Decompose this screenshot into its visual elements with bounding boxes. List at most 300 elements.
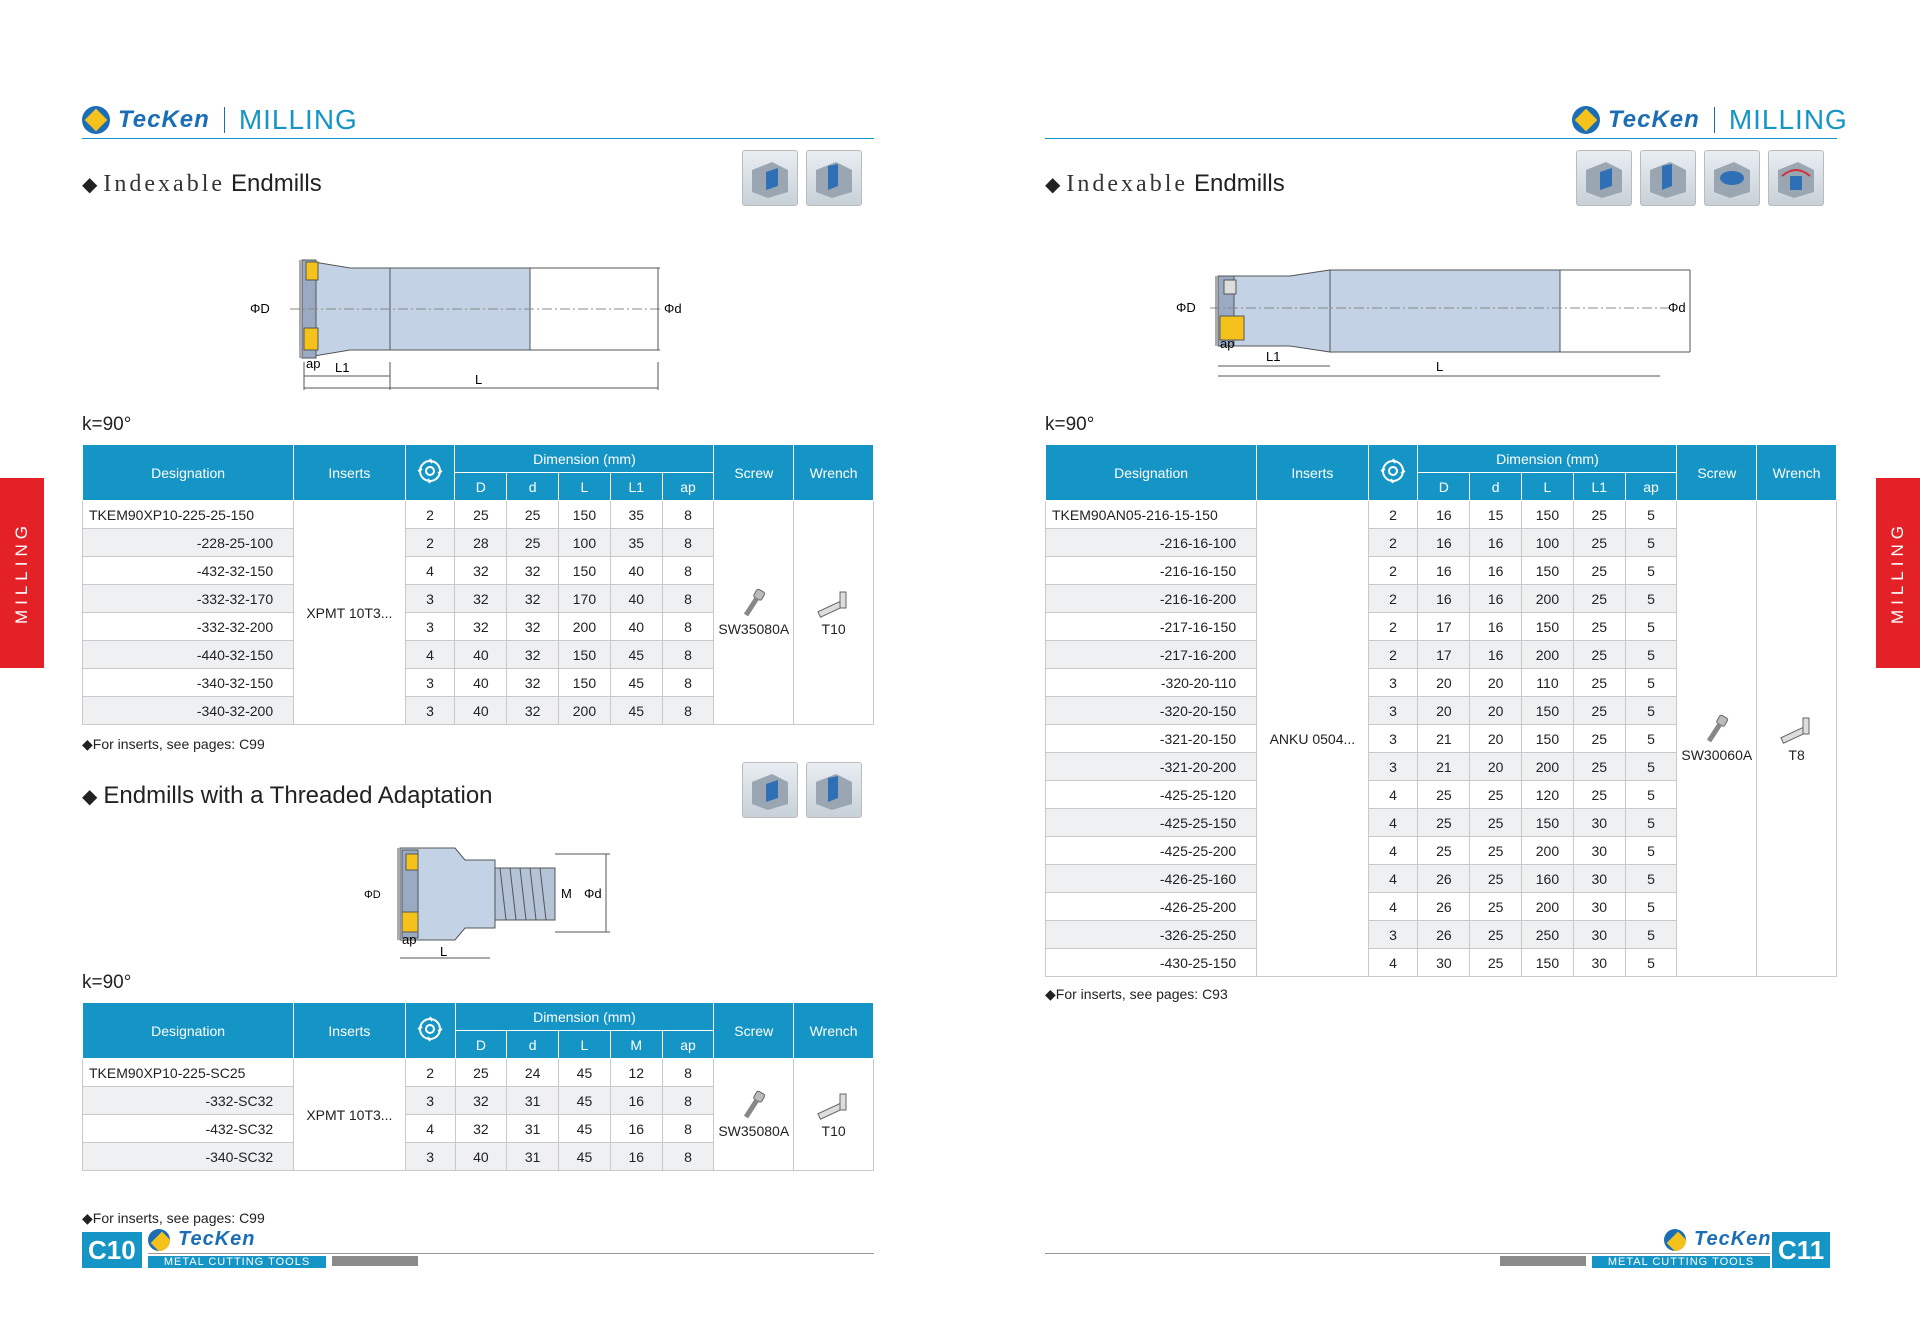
dimension-cell: 170 <box>559 585 611 613</box>
dimension-cell: 25 <box>1573 613 1625 641</box>
dimension-cell: 30 <box>1573 865 1625 893</box>
dimension-cell: 5 <box>1625 529 1677 557</box>
wrench-cell: T10 <box>794 501 874 725</box>
dimension-cell: 5 <box>1625 585 1677 613</box>
dimension-cell: 40 <box>455 1143 507 1171</box>
section-heading-threaded-endmills: ◆ Endmills with a Threaded Adaptation <box>82 782 493 809</box>
designation-cell: -228-25-100 <box>83 529 294 557</box>
dimension-cell: 200 <box>1522 585 1574 613</box>
dimension-cell: 45 <box>559 1059 611 1087</box>
teeth-cell: 3 <box>1368 725 1418 753</box>
insert-cell: XPMT 10T3... <box>294 1059 406 1171</box>
dimension-cell: 200 <box>559 697 611 725</box>
col-inserts: Inserts <box>1257 445 1369 501</box>
designation-cell: TKEM90XP10-225-25-150 <box>83 501 294 529</box>
screw-cell: SW35080A <box>714 501 794 725</box>
teeth-icon <box>405 1003 455 1059</box>
dimension-cell: 30 <box>1573 949 1625 977</box>
dim-M-label: M <box>561 886 572 901</box>
dimension-cell: 30 <box>1573 837 1625 865</box>
designation-cell: -321-20-200 <box>1046 753 1257 781</box>
designation-cell: -440-32-150 <box>83 641 294 669</box>
dimension-cell: 20 <box>1470 753 1522 781</box>
dimension-cell: 35 <box>610 529 662 557</box>
screw-cell: SW30060A <box>1677 501 1757 977</box>
dimension-cell: 16 <box>1418 529 1470 557</box>
dimension-cell: 30 <box>1573 809 1625 837</box>
dimension-cell: 5 <box>1625 641 1677 669</box>
dimension-cell: 25 <box>1573 697 1625 725</box>
dimension-cell: 30 <box>1418 949 1470 977</box>
teeth-cell: 4 <box>1368 781 1418 809</box>
dimension-cell: 150 <box>1522 501 1574 529</box>
dimension-cell: 16 <box>1418 557 1470 585</box>
dimension-cell: 32 <box>455 585 507 613</box>
dimension-cell: 160 <box>1522 865 1574 893</box>
dimension-cell: 45 <box>610 669 662 697</box>
dimension-cell: 26 <box>1418 893 1470 921</box>
designation-cell: -425-25-120 <box>1046 781 1257 809</box>
col-dimension: Dimension (mm) <box>1418 445 1677 473</box>
dimension-cell: 25 <box>1573 725 1625 753</box>
dimension-cell: 16 <box>610 1115 662 1143</box>
dimension-cell: 25 <box>1470 921 1522 949</box>
dim-phid-label: Φd <box>1668 300 1686 315</box>
col-dim: L <box>559 473 611 501</box>
logo-icon <box>1664 1229 1686 1251</box>
operation-icons-right <box>1576 150 1824 206</box>
designation-cell: -432-32-150 <box>83 557 294 585</box>
spec-table-indexable-endmills <box>82 444 874 725</box>
dimension-cell: 5 <box>1625 613 1677 641</box>
dimension-cell: 200 <box>1522 753 1574 781</box>
teeth-cell: 3 <box>1368 921 1418 949</box>
dimension-cell: 32 <box>455 1115 507 1143</box>
wrench-cell: T10 <box>794 1059 874 1171</box>
designation-cell: TKEM90AN05-216-15-150 <box>1046 501 1257 529</box>
dimension-cell: 40 <box>610 585 662 613</box>
col-screw: Screw <box>1677 445 1757 501</box>
designation-cell: -332-32-200 <box>83 613 294 641</box>
dimension-cell: 8 <box>662 557 714 585</box>
teeth-cell: 3 <box>1368 753 1418 781</box>
brand-header-right: TecKen MILLING <box>1572 104 1848 136</box>
dimension-cell: 45 <box>559 1115 611 1143</box>
designation-cell: -340-SC32 <box>83 1143 294 1171</box>
section-heading-indexable-endmills-right: ◆ Indexable Endmills <box>1045 170 1285 197</box>
designation-cell: -217-16-200 <box>1046 641 1257 669</box>
dimension-cell: 17 <box>1418 613 1470 641</box>
teeth-cell: 4 <box>1368 809 1418 837</box>
dimension-cell: 150 <box>559 501 611 529</box>
col-dim: L1 <box>610 473 662 501</box>
designation-cell: -426-25-200 <box>1046 893 1257 921</box>
shoulder-milling-icon <box>742 762 798 818</box>
designation-cell: -426-25-160 <box>1046 865 1257 893</box>
dimension-cell: 5 <box>1625 753 1677 781</box>
col-screw: Screw <box>714 445 794 501</box>
teeth-cell: 2 <box>1368 641 1418 669</box>
dimension-cell: 150 <box>1522 949 1574 977</box>
col-dim: L <box>1522 473 1574 501</box>
col-dimension: Dimension (mm) <box>455 445 714 473</box>
teeth-icon <box>405 445 455 501</box>
teeth-cell: 3 <box>1368 669 1418 697</box>
dimension-cell: 21 <box>1418 725 1470 753</box>
designation-cell: -332-SC32 <box>83 1087 294 1115</box>
page-number-right: C11 <box>1772 1232 1830 1268</box>
dimension-cell: 5 <box>1625 949 1677 977</box>
dimension-cell: 150 <box>1522 809 1574 837</box>
dimension-cell: 25 <box>1418 809 1470 837</box>
spec-table-indexable-endmills-right <box>1045 444 1837 977</box>
dimension-cell: 8 <box>662 641 714 669</box>
dimension-cell: 8 <box>662 669 714 697</box>
dim-phiD-label: ΦD <box>1176 300 1196 315</box>
teeth-cell: 4 <box>1368 949 1418 977</box>
brand-name: TecKen <box>118 106 210 133</box>
brand-header-left <box>82 104 358 136</box>
dimension-cell: 31 <box>507 1115 559 1143</box>
dimension-cell: 5 <box>1625 893 1677 921</box>
dimension-cell: 12 <box>610 1059 662 1087</box>
slot-milling-icon <box>806 762 862 818</box>
dim-L1-label: L1 <box>335 360 350 375</box>
col-wrench: Wrench <box>794 1003 874 1059</box>
col-dim: ap <box>662 1031 714 1059</box>
teeth-cell: 2 <box>1368 613 1418 641</box>
dimension-cell: 20 <box>1470 669 1522 697</box>
footer-tagline: METAL CUTTING TOOLS <box>148 1256 326 1268</box>
dimension-cell: 16 <box>610 1087 662 1115</box>
insert-cell: XPMT 10T3... <box>294 501 406 725</box>
designation-cell: -432-SC32 <box>83 1115 294 1143</box>
dimension-cell: 35 <box>610 501 662 529</box>
slot-milling-icon <box>1640 150 1696 206</box>
kappa-label-right: k=90° <box>1045 414 1095 435</box>
col-dim: D <box>455 473 507 501</box>
logo-icon <box>1572 106 1600 134</box>
dimension-cell: 20 <box>1470 725 1522 753</box>
dimension-cell: 200 <box>559 613 611 641</box>
inserts-note-right: ◆For inserts, see pages: C93 <box>1045 986 1228 1002</box>
dimension-cell: 25 <box>1573 781 1625 809</box>
dim-phid-label: Φd <box>664 301 682 316</box>
teeth-cell: 4 <box>405 641 455 669</box>
designation-cell: -425-25-150 <box>1046 809 1257 837</box>
dim-L-label: L <box>475 372 483 387</box>
col-dim: d <box>507 473 559 501</box>
dimension-cell: 150 <box>559 557 611 585</box>
dimension-cell: 8 <box>662 501 714 529</box>
dimension-cell: 31 <box>507 1087 559 1115</box>
teeth-cell: 2 <box>1368 529 1418 557</box>
teeth-cell: 3 <box>1368 697 1418 725</box>
dimension-cell: 40 <box>455 697 507 725</box>
operation-icons-2 <box>742 762 862 818</box>
designation-cell: -321-20-150 <box>1046 725 1257 753</box>
logo-icon <box>148 1229 170 1251</box>
teeth-cell: 4 <box>1368 837 1418 865</box>
dimension-cell: 16 <box>1418 501 1470 529</box>
dimension-cell: 40 <box>455 641 507 669</box>
designation-cell: -216-16-200 <box>1046 585 1257 613</box>
col-inserts: Inserts <box>294 445 406 501</box>
dimension-cell: 32 <box>455 557 507 585</box>
footer-logo-right: TecKen <box>1664 1228 1772 1251</box>
wrench-icon <box>814 588 854 618</box>
dimension-cell: 25 <box>507 529 559 557</box>
dimension-cell: 25 <box>1573 669 1625 697</box>
dimension-cell: 17 <box>1418 641 1470 669</box>
side-tab-left: MILLING <box>0 478 44 668</box>
col-dim: D <box>1418 473 1470 501</box>
dimension-cell: 200 <box>1522 641 1574 669</box>
dimension-cell: 32 <box>455 613 507 641</box>
section-heading-indexable-endmills: ◆ Indexable Endmills <box>82 170 322 197</box>
dimension-cell: 5 <box>1625 809 1677 837</box>
designation-cell: -216-16-100 <box>1046 529 1257 557</box>
teeth-cell: 3 <box>405 1087 455 1115</box>
col-dim: L <box>559 1031 611 1059</box>
designation-cell: -340-32-150 <box>83 669 294 697</box>
designation-cell: -425-25-200 <box>1046 837 1257 865</box>
dimension-cell: 32 <box>507 585 559 613</box>
col-designation: Designation <box>1046 445 1257 501</box>
dimension-cell: 100 <box>559 529 611 557</box>
dimension-cell: 200 <box>1522 837 1574 865</box>
dimension-cell: 8 <box>662 1115 714 1143</box>
dimension-cell: 25 <box>1470 949 1522 977</box>
dimension-cell: 5 <box>1625 501 1677 529</box>
col-screw: Screw <box>714 1003 794 1059</box>
footer-tagline-right: METAL CUTTING TOOLS <box>1592 1256 1770 1268</box>
dimension-cell: 150 <box>1522 557 1574 585</box>
table-row <box>83 501 874 529</box>
col-dim: ap <box>662 473 714 501</box>
teeth-cell: 3 <box>405 697 455 725</box>
dimension-cell: 30 <box>1573 893 1625 921</box>
teeth-cell: 2 <box>1368 585 1418 613</box>
dim-phid-label: Φd <box>584 886 602 901</box>
dim-L-label: L <box>440 944 448 959</box>
dimension-cell: 25 <box>1470 865 1522 893</box>
inserts-note: ◆For inserts, see pages: C99 <box>82 736 265 752</box>
teeth-cell: 2 <box>405 501 455 529</box>
dimension-cell: 32 <box>507 669 559 697</box>
dimension-cell: 16 <box>1418 585 1470 613</box>
dimension-cell: 40 <box>610 613 662 641</box>
dimension-cell: 16 <box>610 1143 662 1171</box>
inserts-note-2: ◆For inserts, see pages: C99 <box>82 1210 265 1226</box>
endmill-drawing <box>240 250 700 395</box>
dim-L-label: L <box>1436 359 1444 374</box>
dimension-cell: 150 <box>1522 725 1574 753</box>
dimension-cell: 25 <box>1418 837 1470 865</box>
dimension-cell: 28 <box>455 529 507 557</box>
dim-phiD-label: ΦD <box>364 889 381 901</box>
shoulder-milling-icon <box>742 150 798 206</box>
teeth-cell: 4 <box>405 1115 455 1143</box>
dimension-cell: 25 <box>1573 501 1625 529</box>
dimension-cell: 32 <box>507 641 559 669</box>
teeth-cell: 2 <box>1368 501 1418 529</box>
dimension-cell: 150 <box>559 669 611 697</box>
dimension-cell: 45 <box>610 641 662 669</box>
dimension-cell: 16 <box>1470 529 1522 557</box>
col-wrench: Wrench <box>794 445 874 501</box>
designation-cell: -320-20-110 <box>1046 669 1257 697</box>
dimension-cell: 40 <box>455 669 507 697</box>
dimension-cell: 150 <box>1522 613 1574 641</box>
screw-icon <box>1704 714 1730 744</box>
teeth-cell: 3 <box>405 585 455 613</box>
dimension-cell: 25 <box>1573 753 1625 781</box>
endmill-drawing-right <box>1170 260 1710 380</box>
dimension-cell: 25 <box>1573 529 1625 557</box>
col-wrench: Wrench <box>1757 445 1837 501</box>
wrench-icon <box>814 1090 854 1120</box>
dimension-cell: 5 <box>1625 557 1677 585</box>
dimension-cell: 20 <box>1470 697 1522 725</box>
dimension-cell: 120 <box>1522 781 1574 809</box>
dimension-cell: 45 <box>610 697 662 725</box>
dimension-cell: 25 <box>1470 809 1522 837</box>
screw-cell: SW35080A <box>714 1059 794 1171</box>
dimension-cell: 25 <box>1573 641 1625 669</box>
dimension-cell: 25 <box>455 501 507 529</box>
section-title: MILLING <box>238 104 358 135</box>
dimension-cell: 5 <box>1625 865 1677 893</box>
dimension-cell: 25 <box>1470 893 1522 921</box>
dimension-cell: 45 <box>559 1087 611 1115</box>
screw-icon <box>741 588 767 618</box>
designation-cell: -216-16-150 <box>1046 557 1257 585</box>
teeth-cell: 4 <box>1368 893 1418 921</box>
col-dim: M <box>610 1031 662 1059</box>
designation-cell: -332-32-170 <box>83 585 294 613</box>
col-dim: ap <box>1625 473 1677 501</box>
dimension-cell: 150 <box>1522 697 1574 725</box>
dimension-cell: 26 <box>1418 865 1470 893</box>
dimension-cell: 32 <box>507 613 559 641</box>
dimension-cell: 8 <box>662 1143 714 1171</box>
dimension-cell: 5 <box>1625 781 1677 809</box>
dimension-cell: 110 <box>1522 669 1574 697</box>
kappa-label: k=90° <box>82 414 132 435</box>
col-designation: Designation <box>83 1003 294 1059</box>
designation-cell: -320-20-150 <box>1046 697 1257 725</box>
dimension-cell: 5 <box>1625 837 1677 865</box>
dimension-cell: 8 <box>662 585 714 613</box>
dimension-cell: 31 <box>507 1143 559 1171</box>
col-designation: Designation <box>83 445 294 501</box>
insert-cell: ANKU 0504... <box>1257 501 1369 977</box>
dimension-cell: 100 <box>1522 529 1574 557</box>
wrench-cell: T8 <box>1757 501 1837 977</box>
page-number: C10 <box>82 1232 142 1268</box>
dimension-cell: 40 <box>610 557 662 585</box>
teeth-cell: 2 <box>405 1059 455 1087</box>
logo-icon <box>82 106 110 134</box>
col-dim: D <box>455 1031 507 1059</box>
designation-cell: -430-25-150 <box>1046 949 1257 977</box>
col-dimension: Dimension (mm) <box>455 1003 714 1031</box>
dimension-cell: 16 <box>1470 641 1522 669</box>
teeth-cell: 2 <box>1368 557 1418 585</box>
dim-ap-label: ap <box>402 932 417 947</box>
designation-cell: -217-16-150 <box>1046 613 1257 641</box>
dimension-cell: 32 <box>507 557 559 585</box>
dimension-cell: 8 <box>662 1059 714 1087</box>
dimension-cell: 20 <box>1418 697 1470 725</box>
teeth-cell: 3 <box>405 669 455 697</box>
dimension-cell: 25 <box>1470 781 1522 809</box>
dimension-cell: 30 <box>1573 921 1625 949</box>
dimension-cell: 25 <box>455 1059 507 1087</box>
dimension-cell: 25 <box>1573 585 1625 613</box>
designation-cell: -326-25-250 <box>1046 921 1257 949</box>
threaded-endmill-drawing <box>360 840 620 972</box>
dimension-cell: 15 <box>1470 501 1522 529</box>
shoulder-milling-icon <box>1576 150 1632 206</box>
spec-table-threaded-endmills <box>82 1002 874 1171</box>
dimension-cell: 45 <box>559 1143 611 1171</box>
col-dim: d <box>1470 473 1522 501</box>
teeth-cell: 4 <box>405 557 455 585</box>
dimension-cell: 25 <box>1573 557 1625 585</box>
screw-icon <box>741 1090 767 1120</box>
dimension-cell: 16 <box>1470 613 1522 641</box>
table-row <box>83 1059 874 1087</box>
dimension-cell: 25 <box>1470 837 1522 865</box>
col-dim: d <box>507 1031 559 1059</box>
dim-L1-label: L1 <box>1266 349 1281 364</box>
teeth-cell: 4 <box>1368 865 1418 893</box>
wrench-icon <box>1777 714 1817 744</box>
slot-milling-icon <box>806 150 862 206</box>
dimension-cell: 32 <box>507 697 559 725</box>
dimension-cell: 24 <box>507 1059 559 1087</box>
table-row <box>1046 501 1837 529</box>
designation-cell: TKEM90XP10-225-SC25 <box>83 1059 294 1087</box>
teeth-cell: 3 <box>405 613 455 641</box>
dim-ap-label: ap <box>1220 336 1235 351</box>
kappa-label-2: k=90° <box>82 972 132 993</box>
ramping-icon <box>1768 150 1824 206</box>
col-inserts: Inserts <box>294 1003 406 1059</box>
dimension-cell: 32 <box>455 1087 507 1115</box>
dimension-cell: 8 <box>662 529 714 557</box>
teeth-icon <box>1368 445 1418 501</box>
dimension-cell: 16 <box>1470 585 1522 613</box>
dim-ap-label: ap <box>306 356 321 371</box>
operation-icons <box>742 150 862 206</box>
dimension-cell: 200 <box>1522 893 1574 921</box>
dim-phiD-label: ΦD <box>250 301 270 316</box>
dimension-cell: 26 <box>1418 921 1470 949</box>
dimension-cell: 250 <box>1522 921 1574 949</box>
pocket-milling-icon <box>1704 150 1760 206</box>
dimension-cell: 25 <box>1418 781 1470 809</box>
teeth-cell: 3 <box>405 1143 455 1171</box>
dimension-cell: 8 <box>662 697 714 725</box>
footer-logo: TecKen <box>148 1228 256 1251</box>
dimension-cell: 5 <box>1625 921 1677 949</box>
designation-cell: -340-32-200 <box>83 697 294 725</box>
col-dim: L1 <box>1573 473 1625 501</box>
dimension-cell: 25 <box>507 501 559 529</box>
